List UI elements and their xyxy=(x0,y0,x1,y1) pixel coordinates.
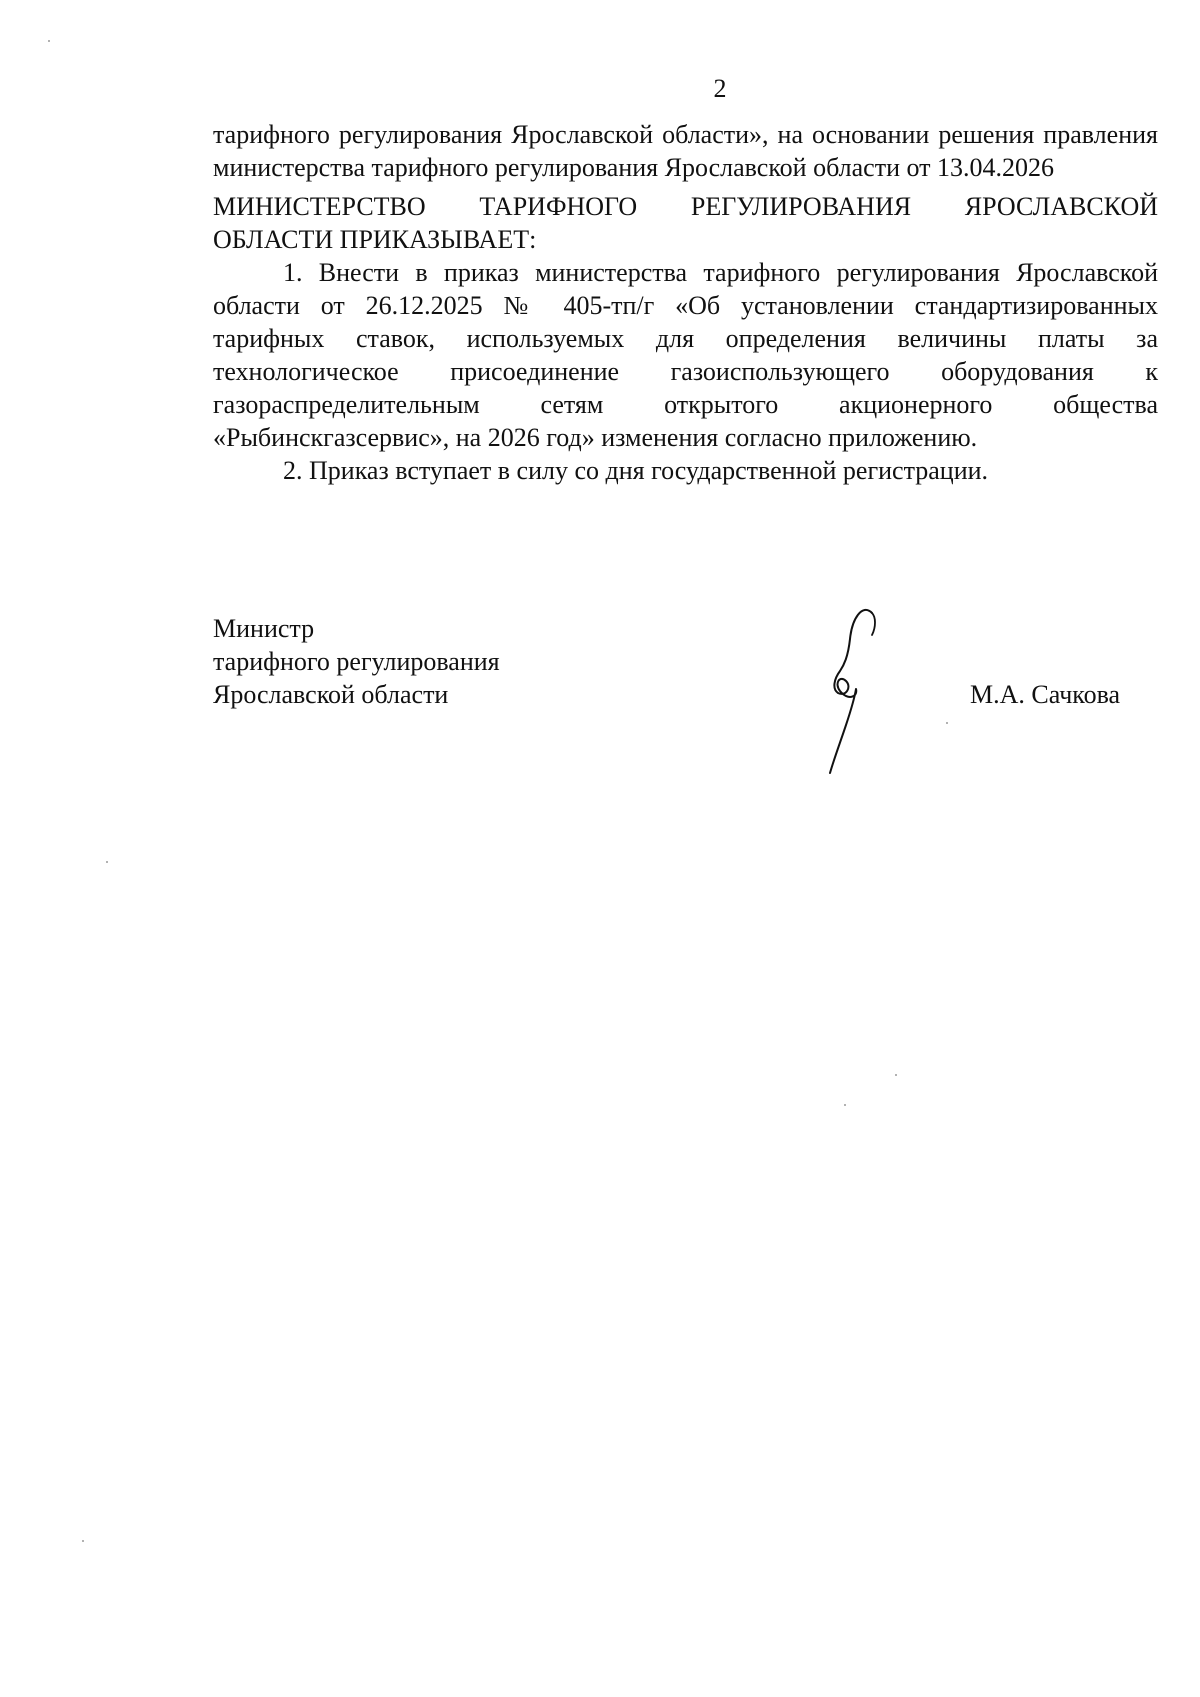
heading-line-1: МИНИСТЕРСТВО ТАРИФНОГО РЕГУЛИРОВАНИЯ ЯРОСЛАВСКОЙ xyxy=(213,192,1158,221)
scan-speck xyxy=(48,40,50,42)
intro-line-2: правления министерства тарифного регулирования Ярославской области xyxy=(213,120,1158,182)
signatory-name: М.А. Сачкова xyxy=(970,680,1121,709)
intro-line-3: от 13.04.2026 xyxy=(906,153,1055,182)
intro-line-1: тарифного регулирования Ярославской области», на основании решения xyxy=(213,120,1035,149)
intro-paragraph xyxy=(213,118,1158,184)
scan-speck xyxy=(844,1104,846,1106)
order-item-1: 1. Внести в приказ министерства тарифного регулирования Ярославской области от 26.12.2025 № 405-тп/г «Об установлении стандартизированных тарифных ставок, используемых для определения величины платы за технологическое присоединение газоиспользующего оборудования к газораспределительным сетям открытого акционерного общества «Рыбинскгазсервис», на 2026 год» изменения согласно приложению. xyxy=(213,258,1158,452)
order-heading xyxy=(213,190,1158,256)
document-body xyxy=(213,118,1158,487)
signatory-title-line-3: Ярославской области xyxy=(213,680,449,709)
scan-speck xyxy=(895,1074,897,1076)
scan-speck xyxy=(106,861,108,863)
signature-block xyxy=(213,612,1158,711)
signatory-title-line-2: тарифного регулирования xyxy=(213,647,500,676)
signatory-title-line-1: Министр xyxy=(213,614,315,643)
page-number: 2 xyxy=(713,74,727,103)
handwritten-signature xyxy=(810,605,900,785)
heading-line-2: ОБЛАСТИ ПРИКАЗЫВАЕТ: xyxy=(213,225,537,254)
scan-speck xyxy=(82,1540,84,1542)
order-item-2: 2. Приказ вступает в силу со дня государственной регистрации. xyxy=(283,456,989,485)
scan-speck xyxy=(946,722,948,724)
